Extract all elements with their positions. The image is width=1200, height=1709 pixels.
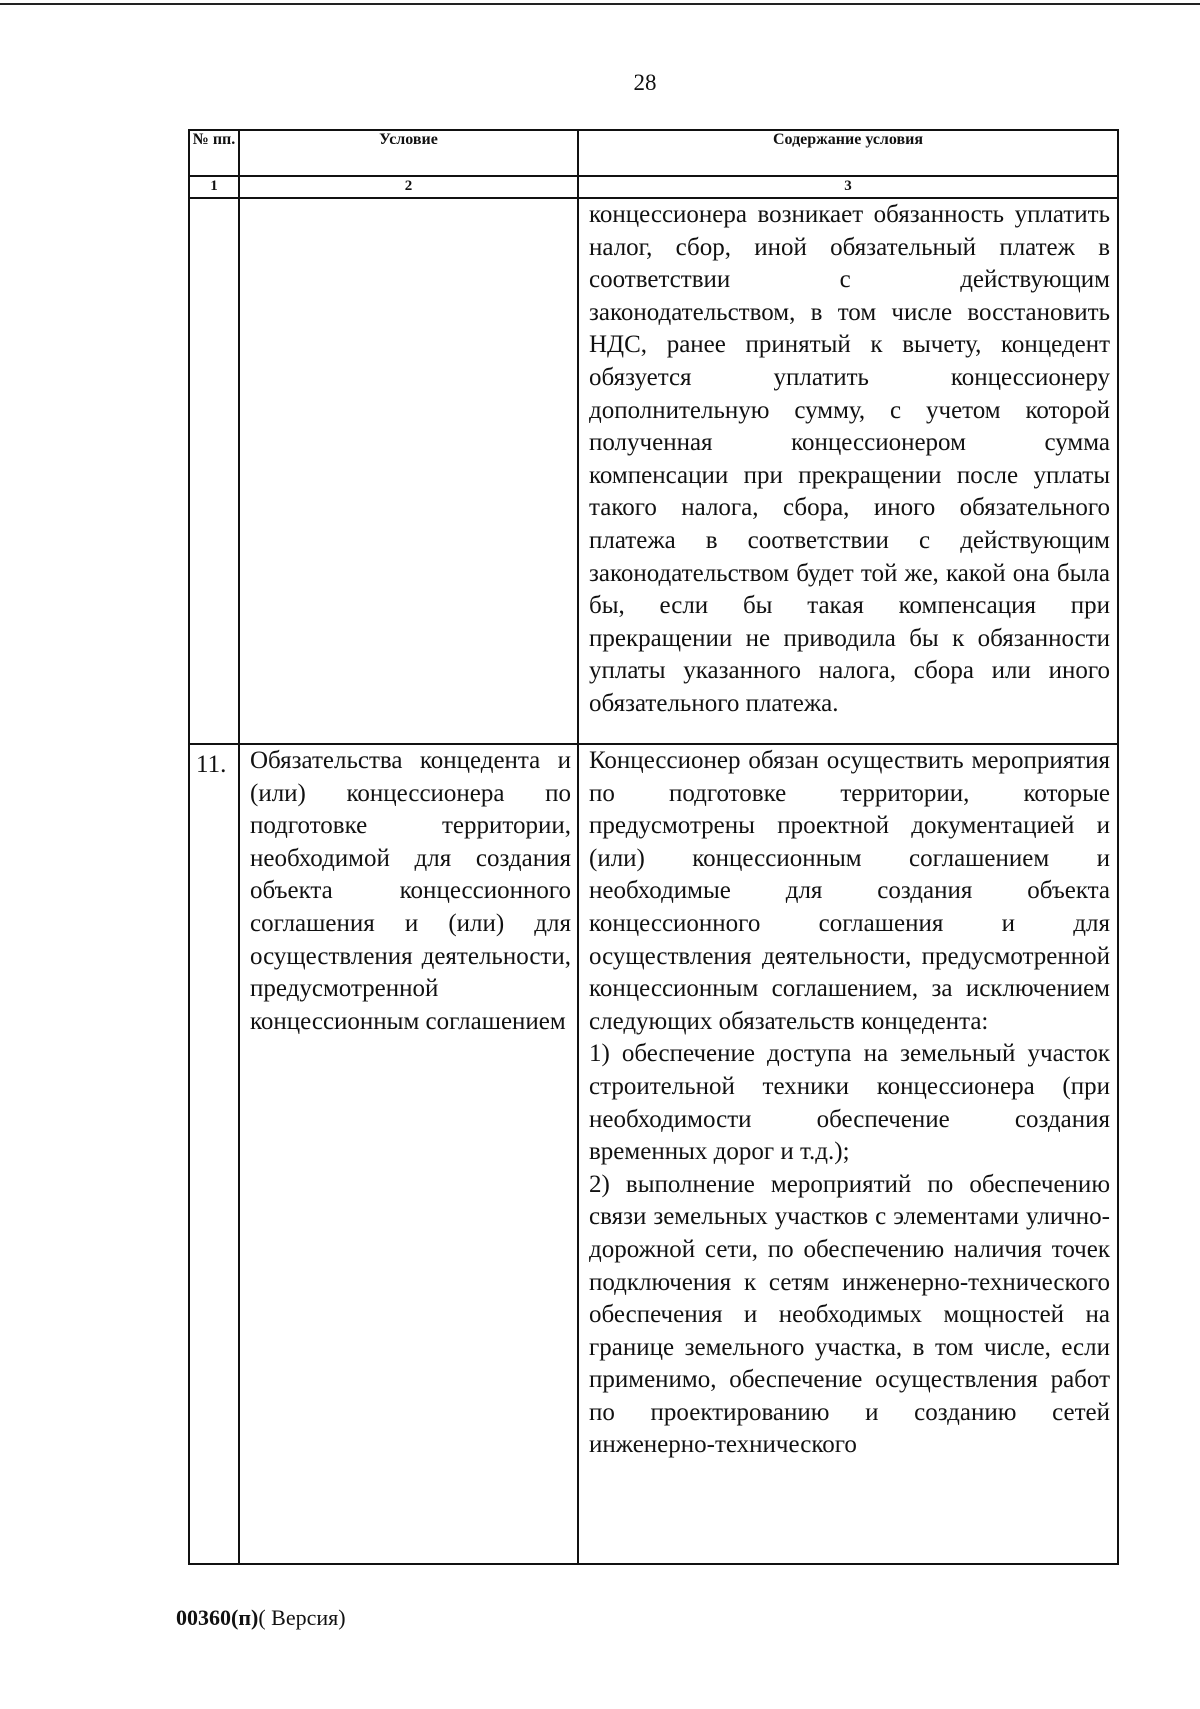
document-code: 00360(п) <box>176 1605 259 1630</box>
table-row <box>189 744 1118 1564</box>
table-header-row <box>189 130 1118 176</box>
row-content: концессионера возникает обязанность уплатить налог, сбор, иной обязательный платеж в соответствии с действующим законодательством, в том числе восстановить НДС, ранее принятый к вычету, концедент обязуется уплатить концессионеру дополнительную сумму, с учетом которой полученная концессионером сумма компенсации при прекращении после уплаты такого налога, сбора, иного обязательного платежа в соответствии с действующим законодательством будет той же, какой она была бы, если бы такая компенсация при прекращении не приводила бы к обязанности уплаты указанного налога, сбора или иного обязательного платежа. <box>578 198 1118 744</box>
row-condition <box>239 198 578 744</box>
conditions-table <box>188 129 1119 1565</box>
table-row <box>189 198 1118 744</box>
content-item-2: 2) выполнение мероприятий по обеспечению связи земельных участков с элементами улично-дорожной сети, по обеспечению наличия точек подключения к сетям инженерно-технического обеспечения и необходимых мощностей на границе земельного участка, в том числе, если применимо, обеспечение осуществления работ по проектированию и созданию сетей инженерно-технического <box>589 1170 1110 1459</box>
table-index-row <box>189 176 1118 198</box>
scan-top-edge <box>0 3 1200 5</box>
version-label: ( Версия) <box>258 1605 346 1630</box>
header-number: № пп. <box>189 130 239 176</box>
content-intro: Концессионер обязан осуществить мероприятия по подготовке территории, которые предусмотрены проектной документацией и (или) концессионным соглашением и необходимые для создания объекта концессионного соглашения и для осуществления деятельности, предусмотренной концессионным соглашением, за исключением следующих обязательств концедента: <box>589 747 1110 1035</box>
row-number: 11. <box>189 744 239 1564</box>
column-index-2: 2 <box>239 176 578 198</box>
column-index-3: 3 <box>578 176 1118 198</box>
document-footer <box>176 1605 346 1631</box>
content-item-1: 1) обеспечение доступа на земельный участок строительной техники концессионера (при необходимости обеспечение создания временных дорог и т.д.); <box>589 1040 1110 1166</box>
column-index-1: 1 <box>189 176 239 198</box>
row-number <box>189 198 239 744</box>
page-number: 28 <box>633 70 657 95</box>
row-content <box>578 744 1118 1564</box>
header-condition: Условие <box>239 130 578 176</box>
header-content: Содержание условия <box>578 130 1118 176</box>
row-condition: Обязательства концедента и (или) концессионера по подготовке территории, необходимой для создания объекта концессионного соглашения и (или) для осуществления деятельности, предусмотренной концессионным соглашением <box>239 744 578 1564</box>
